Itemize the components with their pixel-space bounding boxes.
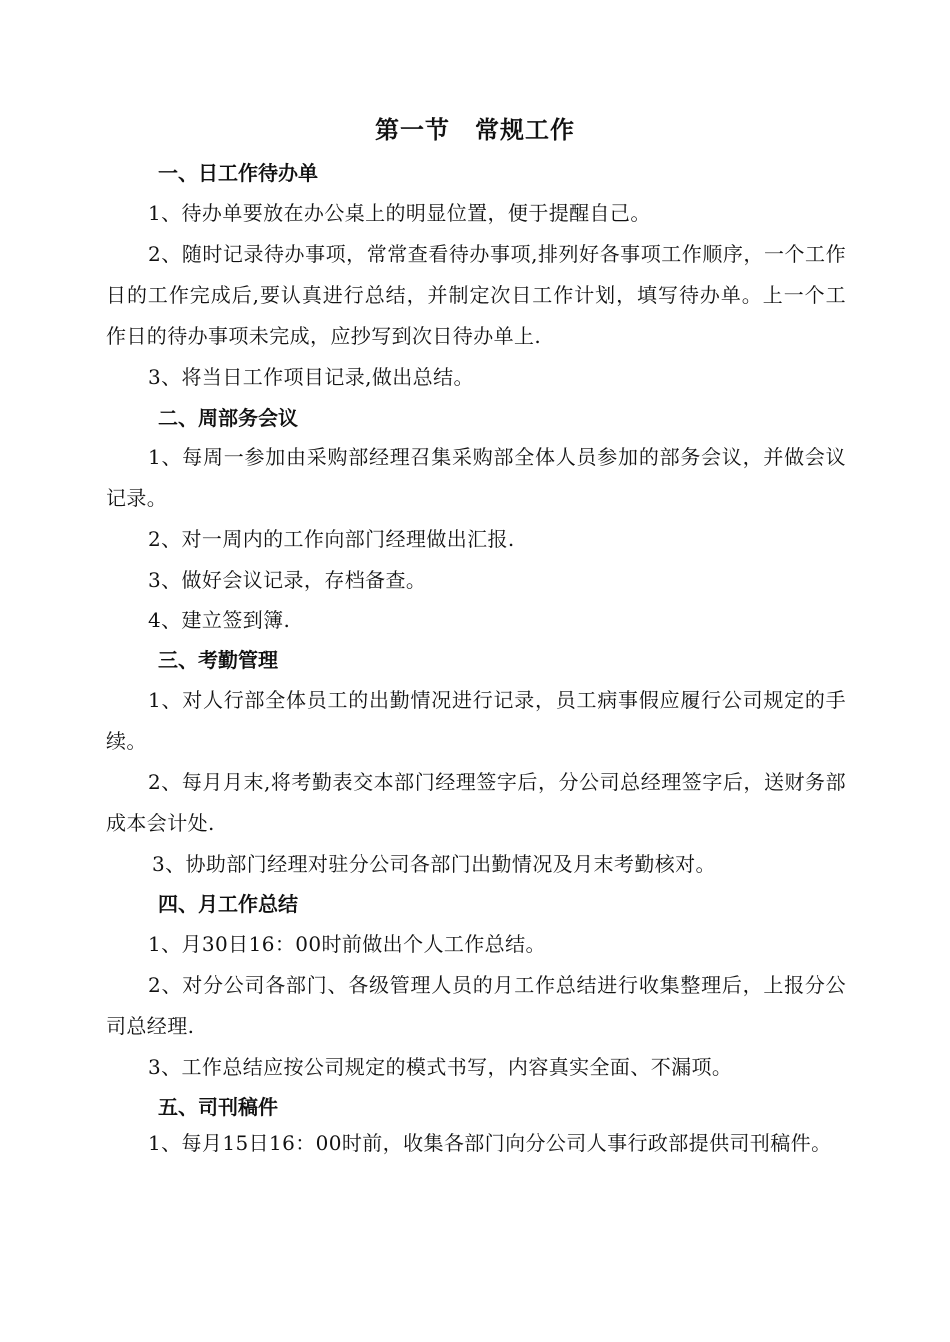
paragraph: 1、月30日16：00时前做出个人工作总结。 <box>148 932 546 956</box>
paragraph: 1、对人行部全体员工的出勤情况进行记录，员工病事假应履行公司规定的手续。 <box>106 688 846 753</box>
paragraph: 1、每月15日16：00时前，收集各部门向分公司人事行政部提供司刊稿件。 <box>148 1131 832 1155</box>
paragraph: 3、工作总结应按公司规定的模式书写，内容真实全面、不漏项。 <box>148 1055 733 1079</box>
paragraph: 2、对一周内的工作向部门经理做出汇报. <box>148 527 515 551</box>
paragraph: 2、随时记录待办事项，常常查看待办事项,排列好各事项工作顺序，一个工作日的工作完成后,要认真进行总结，并制定次日工作计划，填写待办单。上一个工作日的待办事项未完成，应抄写到次日待办单上. <box>106 242 846 348</box>
section-heading-daily-todo: 一、日工作待办单 <box>158 161 318 185</box>
section-heading-weekly-meeting: 二、周部务会议 <box>158 406 298 430</box>
paragraph: 3、将当日工作项目记录,做出总结。 <box>148 365 474 389</box>
page-title: 第一节 常规工作 <box>375 116 575 144</box>
paragraph: 3、协助部门经理对驻分公司各部门出勤情况及月末考勤核对。 <box>152 852 716 876</box>
section-heading-attendance: 三、考勤管理 <box>158 648 278 672</box>
section-heading-newsletter: 五、司刊稿件 <box>158 1095 278 1119</box>
paragraph: 4、建立签到簿. <box>148 608 291 632</box>
section-heading-monthly-summary: 四、月工作总结 <box>158 892 298 916</box>
paragraph: 1、每周一参加由采购部经理召集采购部全体人员参加的部务会议，并做会议记录。 <box>106 445 846 510</box>
paragraph: 2、每月月末,将考勤表交本部门经理签字后，分公司总经理签字后，送财务部成本会计处. <box>106 770 846 835</box>
paragraph: 3、做好会议记录，存档备查。 <box>148 568 427 592</box>
paragraph: 2、对分公司各部门、各级管理人员的月工作总结进行收集整理后，上报分公司总经理. <box>106 973 846 1038</box>
paragraph: 1、待办单要放在办公桌上的明显位置，便于提醒自己。 <box>148 201 651 225</box>
